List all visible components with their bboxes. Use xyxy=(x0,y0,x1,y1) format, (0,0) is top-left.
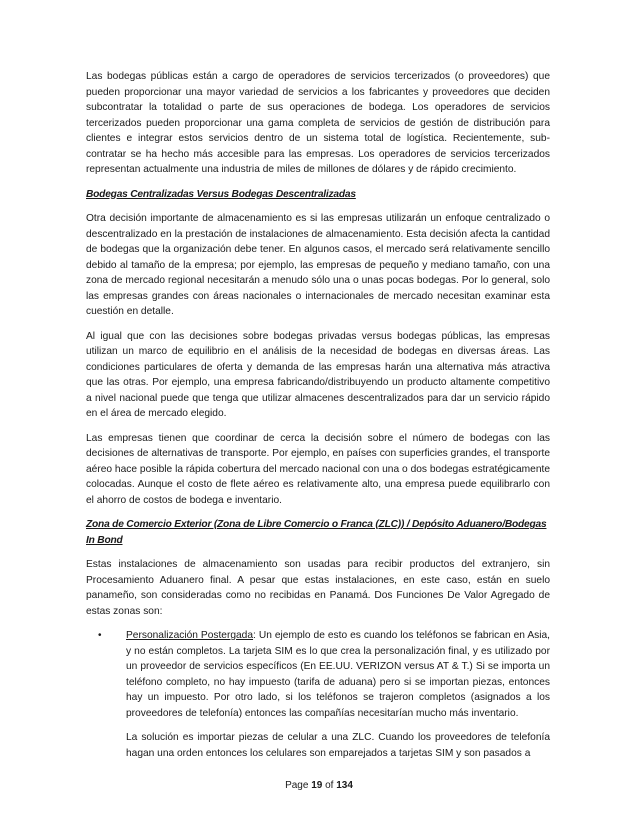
footer-middle: of xyxy=(322,780,337,791)
paragraph-balance-framework: Al igual que con las decisiones sobre bodegas privadas versus bodegas públicas, las empresas utilizan un marco de equilibrio en el análisis de la necesidad de bodegas en diversas áreas. Las condiciones particulares de oferta y demanda de las empresas harán una alternativa más atractiva que las otras. Por ejemplo, una empresa fabricando/distribuyendo un producto altamente competitivo a nivel nacional puede que tenga que utilizar almacenes descentralizados para dar un servicio rápido en el área de mercado elegido. xyxy=(86,330,550,419)
footer-prefix: Page xyxy=(285,780,312,791)
value-added-functions-list xyxy=(86,628,550,761)
current-page-number: 19 xyxy=(311,780,323,791)
section-heading-free-zone: Zona de Comercio Exterior (Zona de Libre Comercio o Franca (ZLC)) / Depósito Aduanero/Bodegas In Bond xyxy=(86,519,547,546)
list-item-term: Personalización Postergada xyxy=(126,630,254,641)
list-item-followup: La solución es importar piezas de celular a una ZLC. Cuando los proveedores de telefonía hagan una orden entonces los celulares son emparejados a tarjetas SIM y son pasados a xyxy=(126,732,550,759)
list-item xyxy=(86,628,550,761)
list-item-body xyxy=(126,628,550,721)
page-content xyxy=(86,69,550,770)
paragraph-public-warehouses: Las bodegas públicas están a cargo de operadores de servicios tercerizados (o proveedores) que pueden proporcionar una mayor variedad de servicios a los fabricantes y proveedores que deciden subcontratar la totalidad o parte de sus operaciones de bodega. Los operadores de servicios tercerizados pueden proporcionar una gama completa de servicios de gestión de distribución para clientes e integrar estos servicios dentro de un sistema total de logística. Recientemente, sub-contratar se ha hecho más accesible para las empresas. Los operadores de servicios tercerizados representan actualmente una industria de miles de millones de dólares y de rápido crecimiento. xyxy=(86,71,550,175)
section-heading-centralized: Bodegas Centralizadas Versus Bodegas Descentralizadas xyxy=(86,188,356,200)
total-page-count: 134 xyxy=(336,780,353,791)
paragraph-centralized-decision: Otra decisión importante de almacenamiento es si las empresas utilizarán un enfoque centralizado o descentralizado en la prestación de instalaciones de almacenamiento. Esta decisión afecta la cantidad de bodegas que la organización debe tener. En algunos casos, el mercado será relativamente sencillo debido al tamaño de la empresa; por ejemplo, las empresas de pequeño y mediano tamaño, con una zona de mercado regional necesitarán a menudo sólo una o unas pocas bodegas. Por lo general, solo las empresas grandes con áreas nacionales o internacionales de mercado necesitan examinar esta cuestión en detalle. xyxy=(86,213,550,317)
bullet-marker: • xyxy=(98,630,102,641)
list-item-text: : Un ejemplo de esto es cuando los teléfonos se fabrican en Asia, y no están completos. La tarjeta SIM es lo que crea la personalización final, y es utilizado por un proveedor de servicios específicos (En EE.UU. VERIZON versus AT & T.) Si se importa un teléfono completo, no hay impuesto (tarifa de aduana) pero si se importan piezas, entonces hay un impuesto. Por otro lado, si los teléfonos se trajeron completos (asignados a los proveedores de telefonía) entonces las compañías necesitarían mucho más inventario. xyxy=(126,630,551,719)
page-footer xyxy=(0,780,638,791)
paragraph-free-zone-intro: Estas instalaciones de almacenamiento son usadas para recibir productos del extranjero, sin Procesamiento Aduanero final. A pesar que estas instalaciones, en este caso, están en suelo panameño, son consideradas como no recibidas en Panamá. Dos Funciones De Valor Agregado de estas zonas son: xyxy=(86,559,550,617)
paragraph-transport-coordination: Las empresas tienen que coordinar de cerca la decisión sobre el número de bodegas con las decisiones de alternativas de transporte. Por ejemplo, en países con superficies grandes, el transporte aéreo hace posible la rápida cobertura del mercado nacional con una o dos bodegas estratégicamente colocadas. Aunque el costo de flete aéreo es relativamente alto, una empresa puede equilibrarlo con el ahorro de costos de bodega e inventario. xyxy=(86,432,550,506)
